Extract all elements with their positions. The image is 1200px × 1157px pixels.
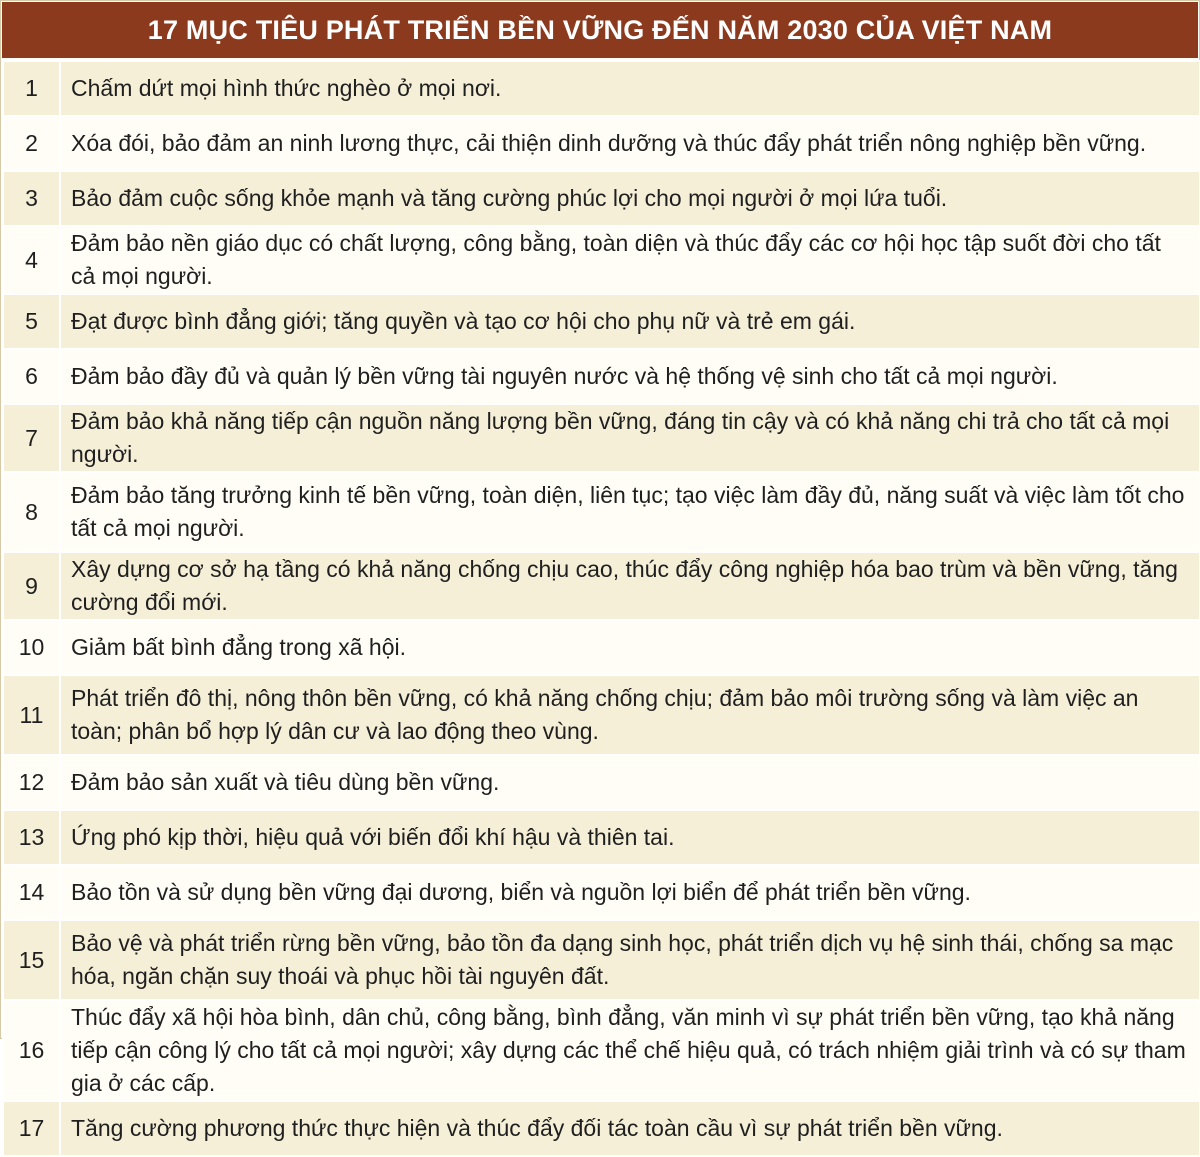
table-row <box>3 552 1200 620</box>
goal-number: 2 <box>3 116 60 171</box>
goal-number: 4 <box>3 226 60 294</box>
goal-text: Bảo vệ và phát triển rừng bền vững, bảo tồn đa dạng sinh học, phát triển dịch vụ hệ sinh thái, chống sa mạc hóa, ngăn chặn suy thoái và phục hồi tài nguyên đất. <box>60 920 1200 1000</box>
goal-number: 14 <box>3 865 60 920</box>
goal-text: Bảo đảm cuộc sống khỏe mạnh và tăng cường phúc lợi cho mọi người ở mọi lứa tuổi. <box>60 171 1200 226</box>
goal-number: 10 <box>3 620 60 675</box>
table-row <box>3 349 1200 404</box>
goal-text: Bảo tồn và sử dụng bền vững đại dương, biển và nguồn lợi biển để phát triển bền vững. <box>60 865 1200 920</box>
table-row <box>3 472 1200 552</box>
goal-text: Giảm bất bình đẳng trong xã hội. <box>60 620 1200 675</box>
goal-number: 1 <box>3 61 60 116</box>
table-row <box>3 675 1200 755</box>
goal-text: Phát triển đô thị, nông thôn bền vững, có khả năng chống chịu; đảm bảo môi trường sống và làm việc an toàn; phân bổ hợp lý dân cư và lao động theo vùng. <box>60 675 1200 755</box>
goal-number: 11 <box>3 675 60 755</box>
goals-table <box>2 60 1200 1157</box>
goal-number: 8 <box>3 472 60 552</box>
table-row <box>3 1000 1200 1101</box>
goal-text: Đảm bảo sản xuất và tiêu dùng bền vững. <box>60 755 1200 810</box>
table-row <box>3 116 1200 171</box>
goal-number: 15 <box>3 920 60 1000</box>
table-row <box>3 620 1200 675</box>
goal-text: Tăng cường phương thức thực hiện và thúc đẩy đối tác toàn cầu vì sự phát triển bền vững. <box>60 1101 1200 1156</box>
goal-number: 5 <box>3 294 60 349</box>
table-row <box>3 755 1200 810</box>
table-row <box>3 171 1200 226</box>
table-row <box>3 1101 1200 1156</box>
table-row <box>3 294 1200 349</box>
goal-text: Chấm dứt mọi hình thức nghèo ở mọi nơi. <box>60 61 1200 116</box>
table-title: 17 MỤC TIÊU PHÁT TRIỂN BỀN VỮNG ĐẾN NĂM 2030 CỦA VIỆT NAM <box>2 2 1198 58</box>
table-row <box>3 226 1200 294</box>
goal-number: 13 <box>3 810 60 865</box>
table-row <box>3 865 1200 920</box>
goal-number: 16 <box>3 1000 60 1101</box>
table-row <box>3 61 1200 116</box>
goal-text: Đảm bảo tăng trưởng kinh tế bền vững, toàn diện, liên tục; tạo việc làm đầy đủ, năng suất và việc làm tốt cho tất cả mọi người. <box>60 472 1200 552</box>
goal-number: 17 <box>3 1101 60 1156</box>
goal-text: Thúc đẩy xã hội hòa bình, dân chủ, công bằng, bình đẳng, văn minh vì sự phát triển bền vững, tạo khả năng tiếp cận công lý cho tất cả mọi người; xây dựng các thể chế hiệu quả, có trách nhiệm giải trình và có sự tham gia ở các cấp. <box>60 1000 1200 1101</box>
goal-text: Ứng phó kịp thời, hiệu quả với biến đổi khí hậu và thiên tai. <box>60 810 1200 865</box>
goal-text: Đảm bảo nền giáo dục có chất lượng, công bằng, toàn diện và thúc đẩy các cơ hội học tập suốt đời cho tất cả mọi người. <box>60 226 1200 294</box>
goal-text: Xóa đói, bảo đảm an ninh lương thực, cải thiện dinh dưỡng và thúc đẩy phát triển nông nghiệp bền vững. <box>60 116 1200 171</box>
goal-number: 7 <box>3 404 60 472</box>
table-row <box>3 404 1200 472</box>
goal-text: Đảm bảo đầy đủ và quản lý bền vững tài nguyên nước và hệ thống vệ sinh cho tất cả mọi người. <box>60 349 1200 404</box>
goal-number: 6 <box>3 349 60 404</box>
table-row <box>3 920 1200 1000</box>
goal-text: Đảm bảo khả năng tiếp cận nguồn năng lượng bền vững, đáng tin cậy và có khả năng chi trả cho tất cả mọi người. <box>60 404 1200 472</box>
goal-number: 9 <box>3 552 60 620</box>
goal-text: Đạt được bình đẳng giới; tăng quyền và tạo cơ hội cho phụ nữ và trẻ em gái. <box>60 294 1200 349</box>
table-row <box>3 810 1200 865</box>
goal-number: 3 <box>3 171 60 226</box>
goal-text: Xây dựng cơ sở hạ tầng có khả năng chống chịu cao, thúc đẩy công nghiệp hóa bao trùm và bền vững, tăng cường đổi mới. <box>60 552 1200 620</box>
goal-number: 12 <box>3 755 60 810</box>
